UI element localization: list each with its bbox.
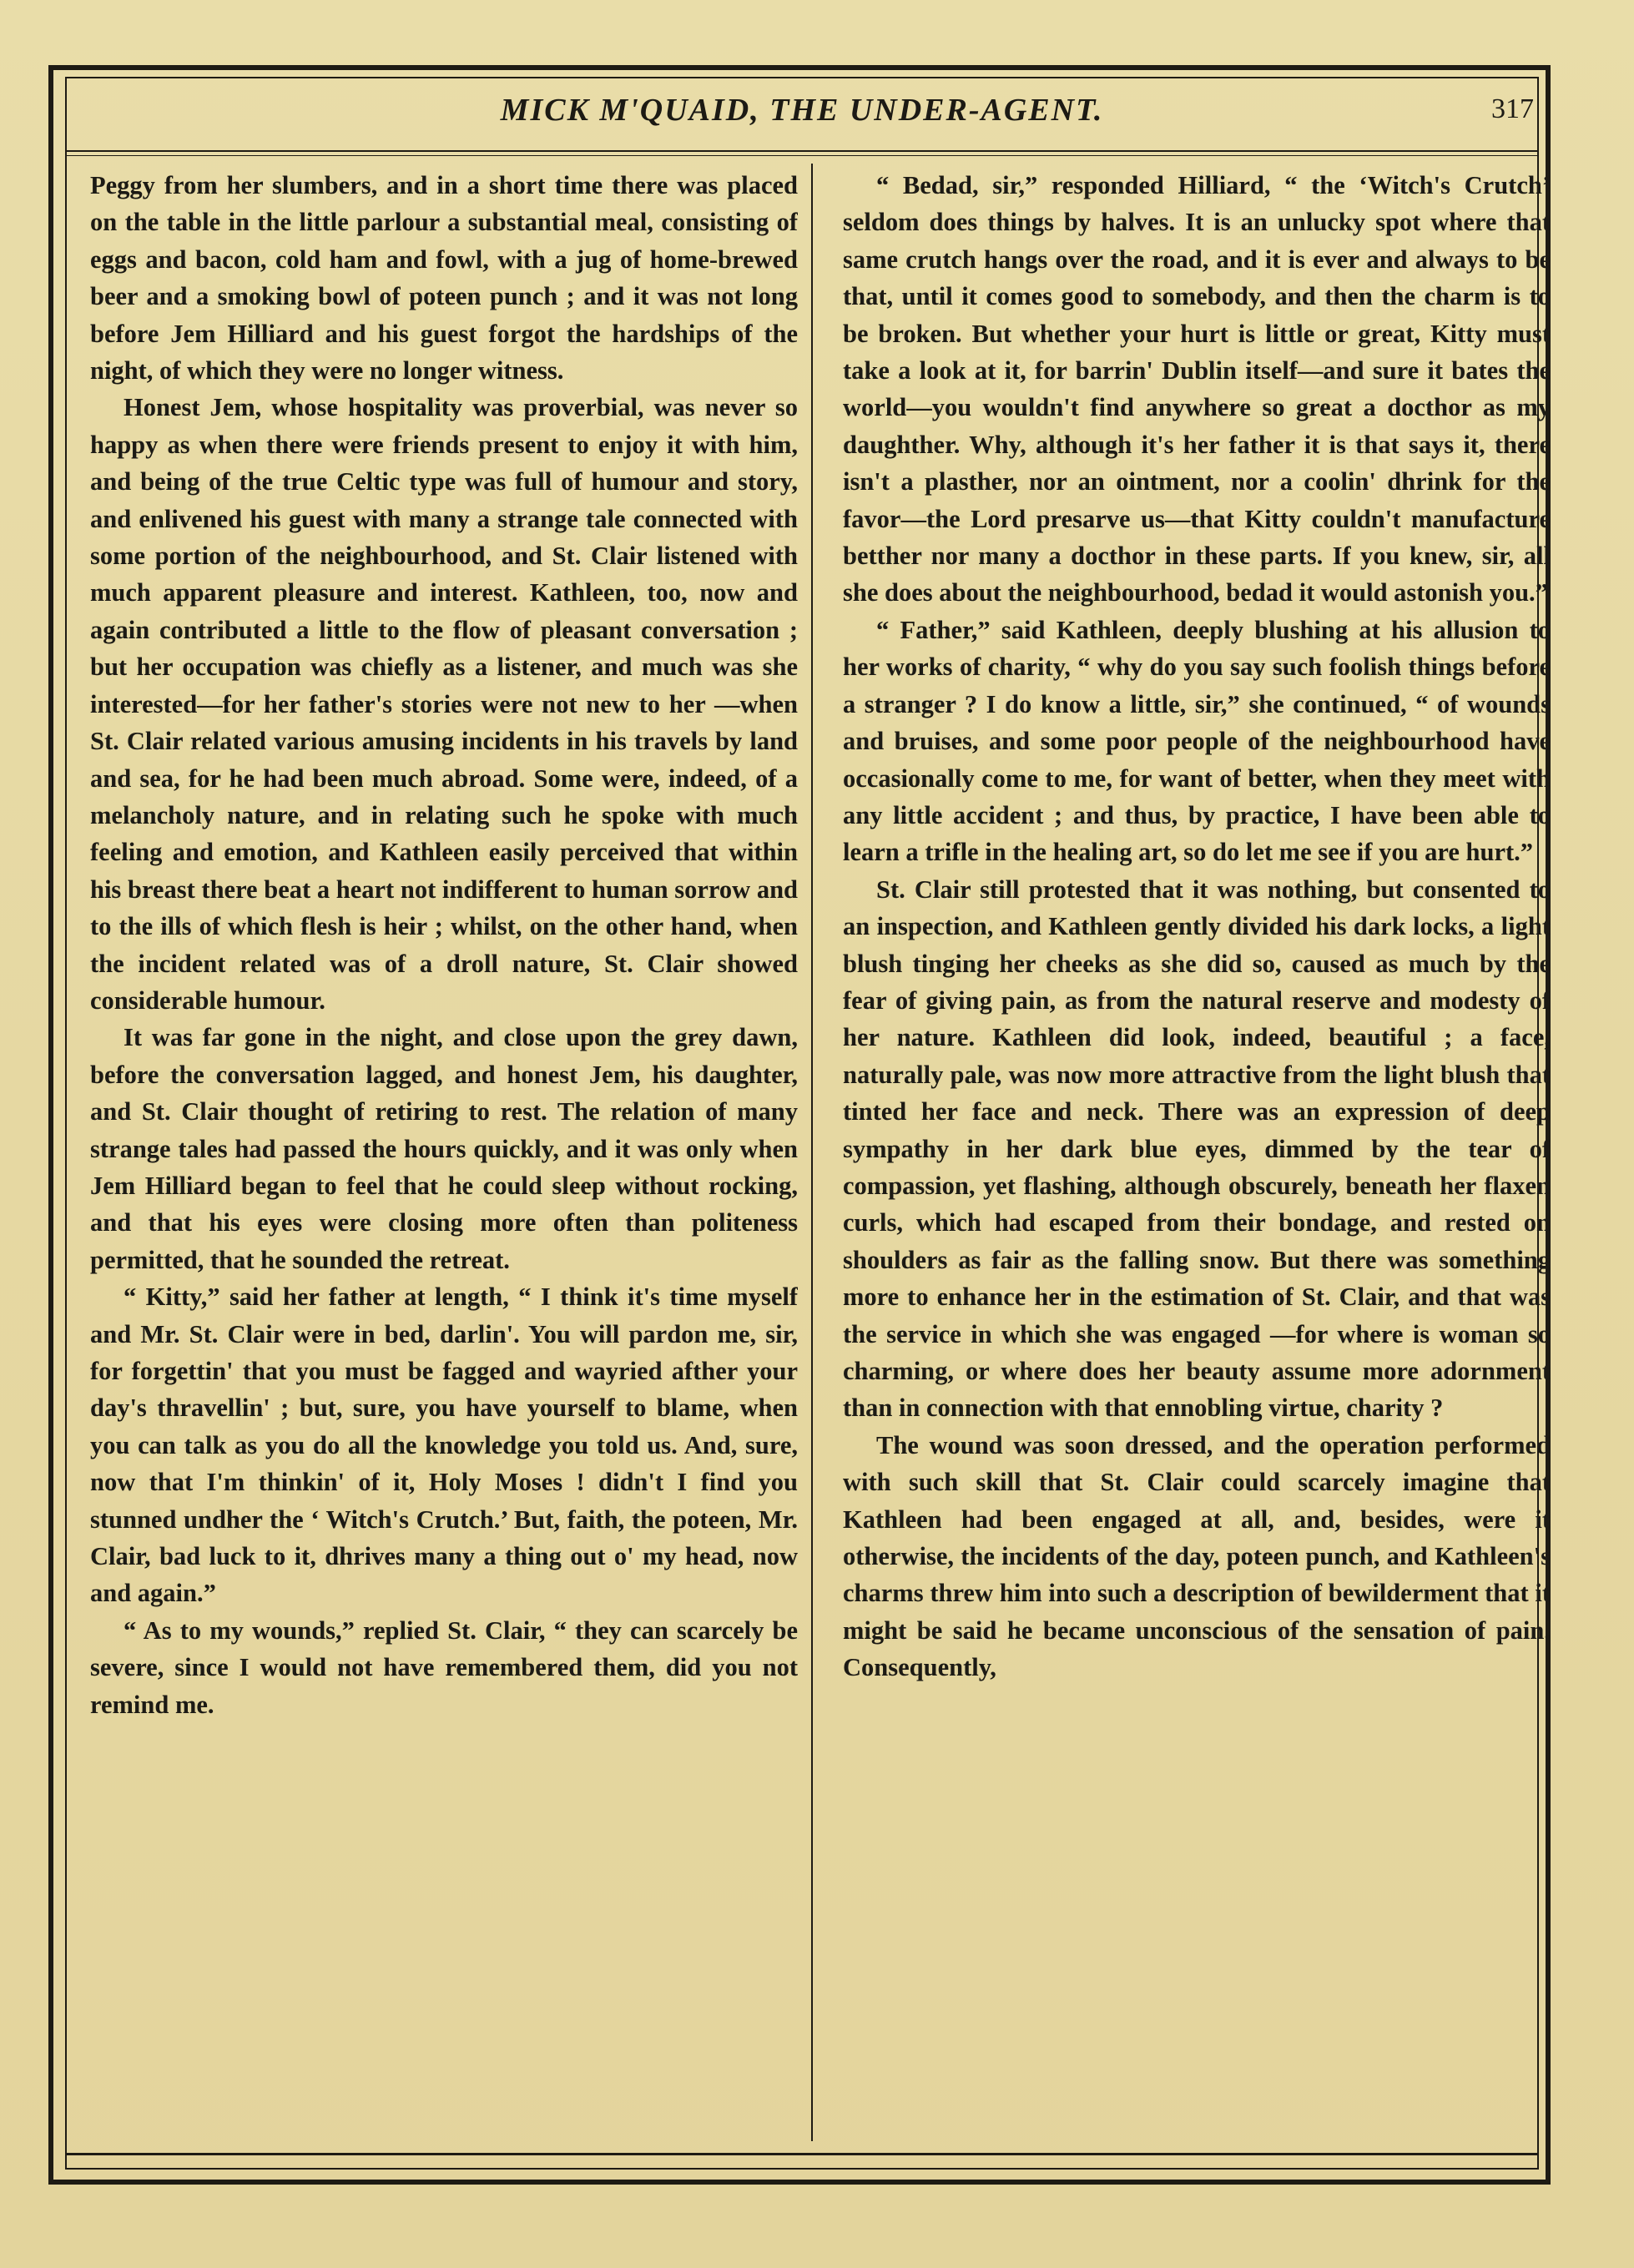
right-column [843,167,1551,2136]
paragraph: “ As to my wounds,” replied St. Clair, “ they can scarcely be severe, since I would not have remembered them, did you not remind me. [90,1615,798,1719]
header-rule-secondary [67,155,1537,156]
paragraph: “ Kitty,” said her father at length, “ I think it's time myself and Mr. St. Clair were in bed, darlin'. You will pardon me, sir, for forgettin' that you must be fagged and wayried afther your day's thravellin' ; but, sure, you have yourself to blame, when you can talk as you do all the knowledge you told us. And, sure, now that I'm thinkin' of it, Holy Moses ! didn't I find you stunned undher the ‘ Witch's Crutch.’ But, faith, the poteen, Mr. Clair, bad luck to it, dhrives many a thing out o' my head, now and again.” [90,1283,798,1608]
paragraph: The wound was soon dressed, and the operation performed with such skill that St. Clair could scarcely imagine that Kathleen had been engaged at all, and, besides, were it otherwise, the incidents of the day, poteen punch, and Kathleen's charms threw him into such a description of bewilderment that it might be said he became unconscious of the sensation of pain. Consequently, [843,1430,1551,1682]
left-column [90,167,798,2136]
header-rule [67,150,1537,152]
running-title: MICK M'QUAID, THE UNDER-AGENT. [500,93,1104,128]
paragraph: “ Father,” said Kathleen, deeply blushing at his allusion to her works of charity, “ why do you say such foolish things before a stranger ? I do know a little, sir,” she continued, “ of wounds and bruises, and some poor people of the neighbourhood have occasionally come to me, for want of better, when they meet with any little accident ; and thus, by practice, I have been able to learn a trifle in the healing art, so do let me see if you are hurt.” [843,615,1551,867]
paragraph: St. Clair still protested that it was nothing, but consented to an inspection, and Kathleen gently divided his dark locks, a light blush tinging her cheeks as she did so, caused as much by the fear of giving pain, as from the natural reserve and modesty of her nature. Kathleen did look, indeed, beautiful ; a face, naturally pale, was now more attractive from the light blush that tinted her face and neck. There was an expression of deep sympathy in her dark blue eyes, dimmed by the tear of compassion, yet flashing, although obscurely, beneath her flaxen curls, which had escaped from their bondage, and rested on shoulders as fair as the falling snow. But there was something more to enhance her in the estimation of St. Clair, and that was the service in which she was engaged —for where is woman so charming, or where does her beauty assume more adornment than in connection with that ennobling virtue, charity ? [843,874,1551,1423]
column-divider [811,164,813,2141]
paragraph: “ Bedad, sir,” responded Hilliard, “ the ‘Witch's Crutch’ seldom does things by halves. It is an unlucky spot where that same crutch hangs over the road, and it is ever and always to be that, until it comes good to somebody, and then the charm is to be broken. But whether your hurt is little or great, Kitty must take a look at it, for barrin' Dublin itself—and sure it bates the world—you wouldn't find anywhere so great a docthor as my daughther. Why, although it's her father it is that says it, there isn't a plasther, nor an ointment, nor a coolin' dhrink for the favor—the Lord presarve us—that Kitty couldn't manufacture betther nor many a docthor in these parts. If you knew, sir, all she does about the neighbourhood, bedad it would astonish you.” [843,171,1551,607]
footer-rule [67,2153,1537,2155]
paragraph: Peggy from her slumbers, and in a short time there was placed on the table in the little parlour a substantial meal, consisting of eggs and bacon, cold ham and fowl, with a jug of home-brewed beer and a smoking bowl of poteen punch ; and it was not long before Jem Hilliard and his guest forgot the hardships of the night, of which they were no longer witness. [90,171,798,386]
paragraph: Honest Jem, whose hospitality was proverbial, was never so happy as when there were friends present to enjoy it with him, and being of the true Celtic type was full of humour and story, and enlivened his guest with many a strange tale connected with some portion of the neighbourhood, and St. Clair listened with much apparent pleasure and interest. Kathleen, too, now and again contributed a little to the flow of pleasant conversation ; but her occupation was chiefly as a listener, and much was she interested—for her father's stories were not new to her —when St. Clair related various amusing incidents in his travels by land and sea, for he had been much abroad. Some were, indeed, of a melancholy nature, and in relating such he spoke with much feeling and emotion, and Kathleen easily perceived that within his breast there beat a heart not indifferent to human sorrow and to the ills of which flesh is heir ; whilst, on the other hand, when the incident related was of a droll nature, St. Clair showed considerable humour. [90,393,798,1015]
paragraph: It was far gone in the night, and close upon the grey dawn, before the conversation lagged, and honest Jem, his daughter, and St. Clair thought of retiring to rest. The relation of many strange tales had passed the hours quickly, and it was only when Jem Hilliard began to feel that he could sleep without rocking, and that his eyes were closing more often than politeness permitted, that he sounded the retreat. [90,1023,798,1274]
page-number: 317 [1491,93,1534,124]
